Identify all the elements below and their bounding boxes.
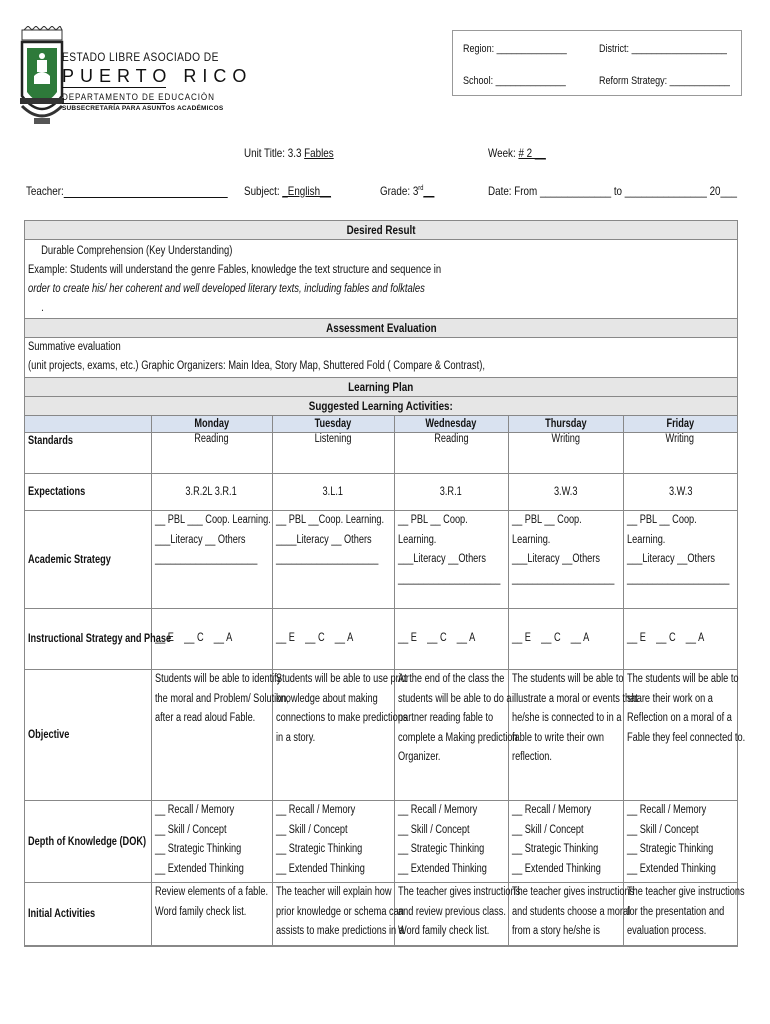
initial-activities-cell[interactable]: The teacher gives instructions and students choose a moral from a story he/she is xyxy=(508,883,623,946)
activities-grid xyxy=(25,416,745,946)
region-district-box xyxy=(452,30,742,96)
teacher-field[interactable]: Teacher: xyxy=(26,184,228,198)
puerto-rico-coat-of-arms-logo xyxy=(20,26,64,130)
standards-cell[interactable]: Reading xyxy=(151,433,272,474)
durable-line: order to create his/ her coherent and well developed literary texts, including fables and folktales xyxy=(28,283,425,295)
instructional-strategy-cell[interactable]: __ E __ C __ A xyxy=(508,609,623,670)
objective-cell[interactable]: The students will be able to share their work on a Reflection on a moral of a Fable they feel connected to. xyxy=(623,670,737,801)
academic-strategy-cell[interactable]: __ PBL __ Coop. Learning. ___Literacy __Others ____________________ xyxy=(508,511,623,609)
header-divider xyxy=(62,103,166,104)
suggested-activities-header: Suggested Learning Activities: xyxy=(25,397,737,416)
subject-value: _English__ xyxy=(282,184,331,198)
dok-cell[interactable]: __ Recall / Memory __ Skill / Concept __ Strategic Thinking __ Extended Thinking xyxy=(623,801,737,883)
standards-row xyxy=(25,433,737,474)
standards-cell[interactable]: Writing xyxy=(623,433,737,474)
instructional-strategy-row xyxy=(25,609,737,670)
department-header xyxy=(62,50,252,112)
week-value: # 2 __ xyxy=(518,146,546,160)
academic-strategy-cell[interactable]: __ PBL __ Coop. Learning. ___Literacy __Others ____________________ xyxy=(623,511,737,609)
district-field[interactable]: District: ___________________ xyxy=(599,43,727,55)
region-field[interactable]: Region: ______________ xyxy=(463,43,567,55)
academic-strategy-cell[interactable]: __ PBL ___ Coop. Learning. ___Literacy __ Others ____________________ xyxy=(151,511,272,609)
durable-comprehension-box xyxy=(25,240,737,319)
expectations-row xyxy=(25,474,737,511)
lesson-plan-table xyxy=(24,220,745,947)
durable-line: Durable Comprehension (Key Understanding) xyxy=(41,245,233,257)
standards-cell[interactable]: Writing xyxy=(508,433,623,474)
objective-cell[interactable]: Students will be able to identify the moral and Problem/ Solution, after a read aloud Fable. xyxy=(151,670,272,801)
objective-cell[interactable]: At the end of the class the students will be able to do a partner reading fable to complete a Making prediction Organizer. xyxy=(394,670,508,801)
summative-line: (unit projects, exams, etc.) Graphic Organizers: Main Idea, Story Map, Shuttered Fold ( Compare & Contrast), xyxy=(28,360,486,372)
dok-row xyxy=(25,801,737,883)
summative-evaluation-box xyxy=(25,338,737,378)
day-monday: Monday xyxy=(151,416,272,433)
date-field[interactable]: Date: From _____________ to _______________ 20___ xyxy=(488,184,737,198)
objective-cell[interactable]: The students will be able to illustrate a moral or events that he/she is connected to in a fable to write their own reflection. xyxy=(508,670,623,801)
standards-cell[interactable]: Reading xyxy=(394,433,508,474)
expectations-cell[interactable]: 3.W.3 xyxy=(508,474,623,511)
subject-field: Subject: _English__ xyxy=(244,184,331,198)
dok-cell[interactable]: __ Recall / Memory __ Skill / Concept __ Strategic Thinking __ Extended Thinking xyxy=(508,801,623,883)
objective-cell[interactable]: Students will be able to use prior knowledge about making connections to make predictions in a story. xyxy=(272,670,394,801)
instructional-strategy-cell[interactable]: __ E __ C __ A xyxy=(151,609,272,670)
header-line-departamento: DEPARTAMENTO DE EDUCACIÓN xyxy=(62,92,215,102)
academic-strategy-cell[interactable]: __ PBL __ Coop. Learning. ___Literacy __Others ____________________ xyxy=(394,511,508,609)
unit-title: Unit Title: 3.3 Fables xyxy=(244,146,334,160)
day-wednesday: Wednesday xyxy=(394,416,508,433)
summative-line: Summative evaluation xyxy=(28,341,121,353)
header-line-subsecretaria: SUBSECRETARÍA PARA ASUNTOS ACADÉMICOS xyxy=(62,105,224,112)
row-label-instructional-strategy: Instructional Strategy and Phase xyxy=(25,609,151,670)
teacher-line xyxy=(64,197,228,198)
expectations-cell[interactable]: 3.W.3 xyxy=(623,474,737,511)
row-label-dok: Depth of Knowledge (DOK) xyxy=(25,801,151,883)
expectations-cell[interactable]: 3.L.1 xyxy=(272,474,394,511)
assessment-evaluation-header: Assessment Evaluation xyxy=(25,319,737,338)
instructional-strategy-cell[interactable]: __ E __ C __ A xyxy=(623,609,737,670)
row-label-initial-activities: Initial Activities xyxy=(25,883,151,946)
initial-activities-cell[interactable]: Review elements of a fable. Word family check list. xyxy=(151,883,272,946)
grade-field: Grade: 3rd__ xyxy=(380,184,435,198)
header-line-estado: ESTADO LIBRE ASOCIADO DE xyxy=(62,50,219,64)
day-friday: Friday xyxy=(623,416,737,433)
row-label-academic-strategy: Academic Strategy xyxy=(25,511,151,609)
dok-cell[interactable]: __ Recall / Memory __ Skill / Concept __ Strategic Thinking __ Extended Thinking xyxy=(151,801,272,883)
expectations-cell[interactable]: 3.R.2L 3.R.1 xyxy=(151,474,272,511)
initial-activities-row xyxy=(25,883,737,946)
dok-cell[interactable]: __ Recall / Memory __ Skill / Concept __ Strategic Thinking __ Extended Thinking xyxy=(272,801,394,883)
durable-line: . xyxy=(41,302,44,314)
initial-activities-cell[interactable]: The teacher will explain how prior knowledge or schema can assists to make predictions in a xyxy=(272,883,394,946)
unit-title-value: Fables xyxy=(304,146,334,160)
corner-cell xyxy=(25,416,151,433)
day-header-row xyxy=(25,416,737,433)
standards-cell[interactable]: Listening xyxy=(272,433,394,474)
initial-activities-cell[interactable]: The teacher gives instructions and review previous class. Word family check list. xyxy=(394,883,508,946)
academic-strategy-row xyxy=(25,511,737,609)
academic-strategy-cell[interactable]: __ PBL __Coop. Learning. ____Literacy __ Others ____________________ xyxy=(272,511,394,609)
row-label-expectations: Expectations xyxy=(25,474,151,511)
expectations-cell[interactable]: 3.R.1 xyxy=(394,474,508,511)
row-label-standards: Standards xyxy=(25,433,151,474)
dok-cell[interactable]: __ Recall / Memory __ Skill / Concept __ Strategic Thinking __ Extended Thinking xyxy=(394,801,508,883)
reform-strategy-field[interactable]: Reform Strategy: ____________ xyxy=(599,75,730,87)
learning-plan-header: Learning Plan xyxy=(25,378,737,397)
school-field[interactable]: School: ______________ xyxy=(463,75,566,87)
instructional-strategy-cell[interactable]: __ E __ C __ A xyxy=(394,609,508,670)
header-line-puerto-rico: PUERTO RICO xyxy=(62,66,253,86)
header-divider xyxy=(62,87,166,88)
day-thursday: Thursday xyxy=(508,416,623,433)
instructional-strategy-cell[interactable]: __ E __ C __ A xyxy=(272,609,394,670)
row-label-objective: Objective xyxy=(25,670,151,801)
initial-activities-cell[interactable]: The teacher give instructions for the presentation and evaluation process. xyxy=(623,883,737,946)
objective-row xyxy=(25,670,737,801)
durable-line: Example: Students will understand the genre Fables, knowledge the text structure and sequence in xyxy=(28,264,442,276)
grade-superscript: rd xyxy=(418,185,424,192)
day-tuesday: Tuesday xyxy=(272,416,394,433)
desired-result-header: Desired Result xyxy=(25,221,737,240)
week: Week: # 2 __ xyxy=(488,146,546,160)
